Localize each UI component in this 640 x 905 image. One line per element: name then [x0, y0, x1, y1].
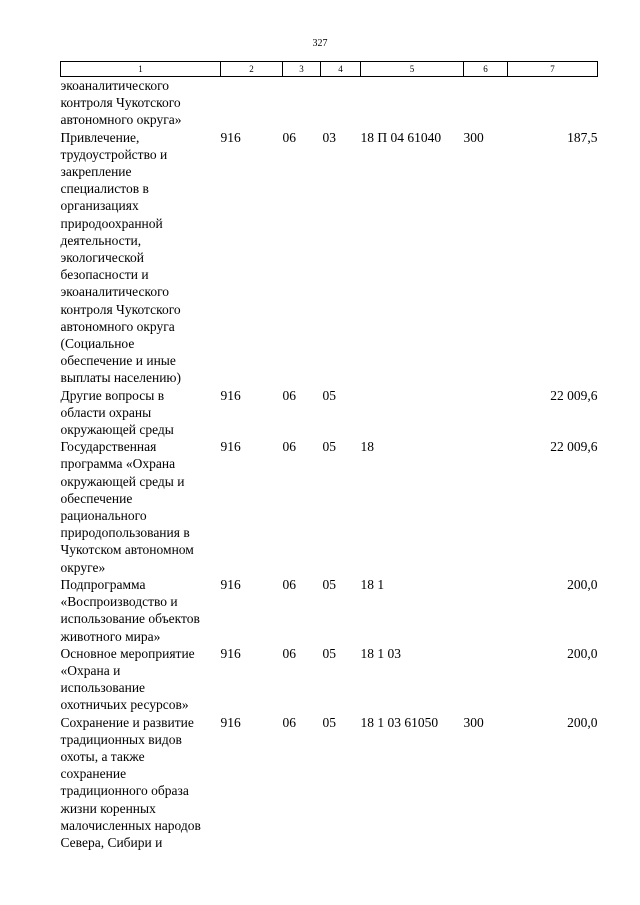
- subsection-cell: 05: [322, 645, 336, 661]
- section-cell: 06: [282, 645, 296, 661]
- item-name-cell: [61, 714, 221, 852]
- page-number: 327: [312, 38, 328, 49]
- item-name-line: Подпрограмма: [60, 576, 146, 592]
- section-cell: 06: [282, 576, 296, 592]
- item-name-line: экоаналитического: [60, 284, 170, 300]
- item-name-line: Чукотском автономном: [60, 542, 194, 558]
- subsection-cell: 05: [322, 714, 336, 730]
- section-cell: [283, 77, 321, 129]
- item-name-line: сохранение: [60, 766, 127, 782]
- table-row: [61, 387, 598, 439]
- target-article-cell: [361, 77, 464, 129]
- target-article-cell: 18 П 04 61040: [360, 129, 442, 145]
- header-col-1: 1: [61, 62, 221, 77]
- item-name-line: экоаналитического: [60, 78, 170, 93]
- item-name-line: «Воспроизводство и: [60, 594, 178, 610]
- item-name-cell: [61, 645, 221, 714]
- section-cell: 06: [282, 387, 296, 403]
- item-name-line: выплаты населению): [60, 370, 182, 386]
- expense-type-cell: [464, 77, 508, 129]
- header-col-5: 5: [361, 62, 464, 77]
- item-name-line: использование: [60, 680, 146, 696]
- item-name-line: Сохранение и развитие: [60, 714, 194, 730]
- subsection-cell: 05: [322, 576, 336, 592]
- item-name-line: автономного округа: [60, 318, 175, 334]
- item-name-line: специалистов в: [60, 181, 149, 197]
- table-row: [61, 645, 598, 714]
- item-name-cell: [61, 576, 221, 645]
- item-name-cell: [61, 387, 221, 439]
- item-name-line: обеспечение: [60, 490, 133, 506]
- item-name-cell: [61, 77, 221, 129]
- item-name-line: Государственная: [60, 439, 157, 455]
- expense-type-cell: [464, 576, 508, 645]
- gov-code-cell: 916: [220, 576, 241, 592]
- item-name-line: окружающей среды и: [60, 473, 185, 489]
- table-row: [61, 576, 598, 645]
- budget-table: [60, 61, 598, 851]
- item-name-line: жизни коренных: [60, 800, 156, 816]
- amount-cell: 200,0: [567, 714, 598, 730]
- item-name-line: контроля Чукотского: [60, 95, 181, 111]
- gov-code-cell: 916: [220, 387, 241, 403]
- item-name-line: (Социальное: [60, 336, 135, 352]
- item-name-line: экологической: [60, 250, 144, 266]
- expense-type-cell: [464, 438, 508, 576]
- item-name-line: закрепление: [60, 164, 132, 180]
- amount-cell: [508, 77, 598, 129]
- target-article-cell: 18 1 03: [360, 645, 401, 661]
- expense-type-cell: 300: [463, 129, 484, 145]
- item-name-line: рационального: [60, 508, 147, 524]
- gov-code-cell: 916: [220, 645, 241, 661]
- section-cell: 06: [282, 439, 296, 455]
- amount-cell: 200,0: [567, 576, 598, 592]
- gov-code-cell: [221, 77, 283, 129]
- header-col-7: 7: [508, 62, 598, 77]
- target-article-cell: [361, 387, 464, 439]
- item-name-line: животного мира»: [60, 628, 161, 644]
- item-name-line: Другие вопросы в: [60, 387, 165, 403]
- table-row: [61, 438, 598, 576]
- target-article-cell: 18 1 03 61050: [360, 714, 439, 730]
- subsection-cell: 05: [322, 439, 336, 455]
- header-col-6: 6: [464, 62, 508, 77]
- target-article-cell: 18 1: [360, 576, 385, 592]
- expense-type-cell: [464, 645, 508, 714]
- header-col-2: 2: [221, 62, 283, 77]
- item-name-line: природопользования в: [60, 525, 190, 541]
- target-article-cell: 18: [360, 439, 374, 455]
- table-header: [61, 62, 598, 77]
- item-name-line: организациях: [60, 198, 139, 214]
- item-name-line: использование объектов: [60, 611, 200, 627]
- item-name-line: Привлечение,: [60, 129, 140, 145]
- item-name-line: программа «Охрана: [60, 456, 176, 472]
- subsection-cell: 03: [322, 129, 336, 145]
- section-cell: 06: [282, 129, 296, 145]
- item-name-line: окружающей среды: [60, 422, 174, 438]
- item-name-cell: [61, 129, 221, 387]
- item-name-line: традиционного образа: [60, 783, 189, 799]
- gov-code-cell: 916: [220, 129, 241, 145]
- table-row: [61, 77, 598, 129]
- amount-cell: 200,0: [567, 645, 598, 661]
- expense-type-cell: 300: [463, 714, 484, 730]
- item-name-line: охоты, а также: [60, 748, 145, 764]
- amount-cell: 22 009,6: [550, 439, 598, 455]
- subsection-cell: [321, 77, 361, 129]
- table-row: [61, 129, 598, 387]
- header-col-4: 4: [321, 62, 361, 77]
- table-body: [61, 77, 598, 852]
- item-name-line: «Охрана и: [60, 662, 121, 678]
- item-name-line: автономного округа»: [60, 112, 182, 128]
- item-name-line: традиционных видов: [60, 731, 182, 747]
- section-cell: 06: [282, 714, 296, 730]
- item-name-line: области охраны: [60, 404, 152, 420]
- item-name-cell: [61, 438, 221, 576]
- expense-type-cell: [464, 387, 508, 439]
- amount-cell: 187,5: [567, 129, 598, 145]
- item-name-line: природоохранной: [60, 215, 163, 231]
- item-name-line: деятельности,: [60, 232, 142, 248]
- item-name-line: округе»: [60, 559, 106, 575]
- table-row: [61, 714, 598, 852]
- gov-code-cell: 916: [220, 714, 241, 730]
- amount-cell: 22 009,6: [550, 387, 598, 403]
- item-name-line: охотничьих ресурсов»: [60, 697, 189, 713]
- item-name-line: Севера, Сибири и: [60, 834, 163, 850]
- gov-code-cell: 916: [220, 439, 241, 455]
- subsection-cell: 05: [322, 387, 336, 403]
- item-name-line: трудоустройство и: [60, 146, 168, 162]
- item-name-line: контроля Чукотского: [60, 301, 181, 317]
- item-name-line: Основное мероприятие: [60, 645, 195, 661]
- item-name-line: малочисленных народов: [60, 817, 201, 833]
- header-col-3: 3: [283, 62, 321, 77]
- header-row: [61, 62, 598, 77]
- item-name-line: обеспечение и иные: [60, 353, 176, 369]
- item-name-line: безопасности и: [60, 267, 149, 283]
